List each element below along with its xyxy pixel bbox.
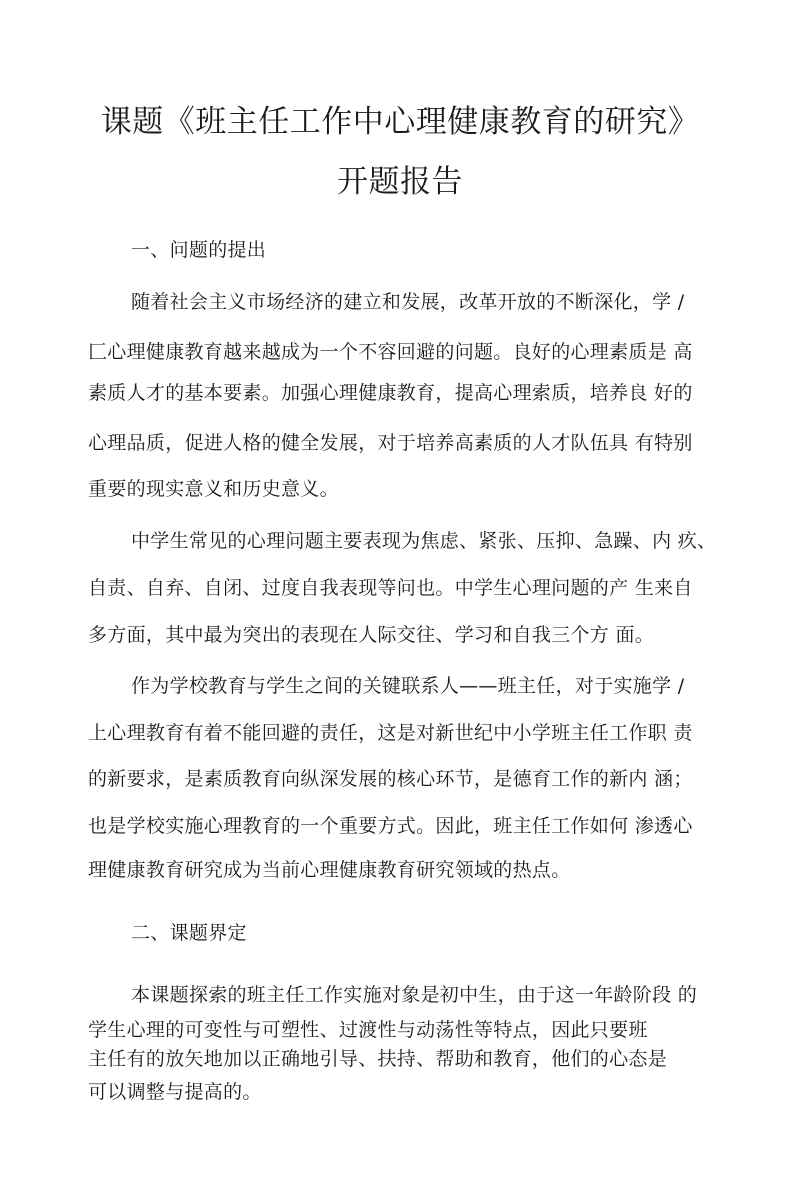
paragraph-line: 自责、自弃、自闭、过度自我表现等问也。中学生心理问题的产 生来自 <box>88 577 693 599</box>
paragraph-line: 作为学校教育与学生之间的关键联系人——班主任，对于实施学 / <box>131 675 685 697</box>
paragraph-line: 的新要求，是素质教育向纵深发展的核心环节，是德育工作的新内 涵； <box>88 768 693 790</box>
paragraph-line: 素质人才的基本要素。加强心理健康教育，提高心理索质，培养良 好的 <box>88 382 693 404</box>
paragraph-line: 也是学校实施心理教育的一个重要方式。因此，班主任工作如何 渗透心 <box>88 815 693 837</box>
paragraph-line: 本课题探索的班主任工作实施对象是初中生，由于这一年龄阶段 的 <box>131 984 698 1006</box>
paragraph-line: 重要的现实意义和历史意义。 <box>88 478 339 500</box>
paragraph-line: 学生心理的可变性与可塑性、过渡性与动荡性等特点，因此只要班 <box>88 1019 648 1041</box>
paragraph-line: 中学生常见的心理问题主要表现为焦虑、紧张、压抑、急躁、内 疚、 <box>131 530 717 552</box>
paragraph-line: 理健康教育研究成为当前心理健康教育研究领域的热点。 <box>88 859 571 881</box>
paragraph-line: 随着社会主义市场经济的建立和发展，改革开放的不断深化，学 / <box>131 291 685 313</box>
paragraph-line: 匚心理健康教育越来越成为一个不容回避的问题。良好的心理素质是 高 <box>88 341 693 363</box>
paragraph-line: 上心理教育有着不能回避的责任，这是对新世纪中小学班主任工作职 责 <box>88 722 693 744</box>
paragraph-line: 多方面，其中最为突出的表现在人际交往、学习和自我三个方 面。 <box>88 624 655 646</box>
section-heading-definition: 二、课题界定 <box>131 922 247 944</box>
paragraph-line: 主任有的放矢地加以正确地引导、扶持、帮助和教育，他们的心态是 <box>88 1048 668 1070</box>
report-title-line-1: 课题《班主任工作中心理健康教育的研究》 <box>100 104 700 140</box>
section-heading-problem: 一、问题的提出 <box>131 239 267 261</box>
report-title-line-2: 开题报告 <box>337 164 463 200</box>
paragraph-line: 可以调整与提高的。 <box>88 1081 262 1103</box>
paragraph-line: 心理品质，促进人格的健全发展，对于培养高素质的人才队伍具 有特别 <box>88 432 693 454</box>
